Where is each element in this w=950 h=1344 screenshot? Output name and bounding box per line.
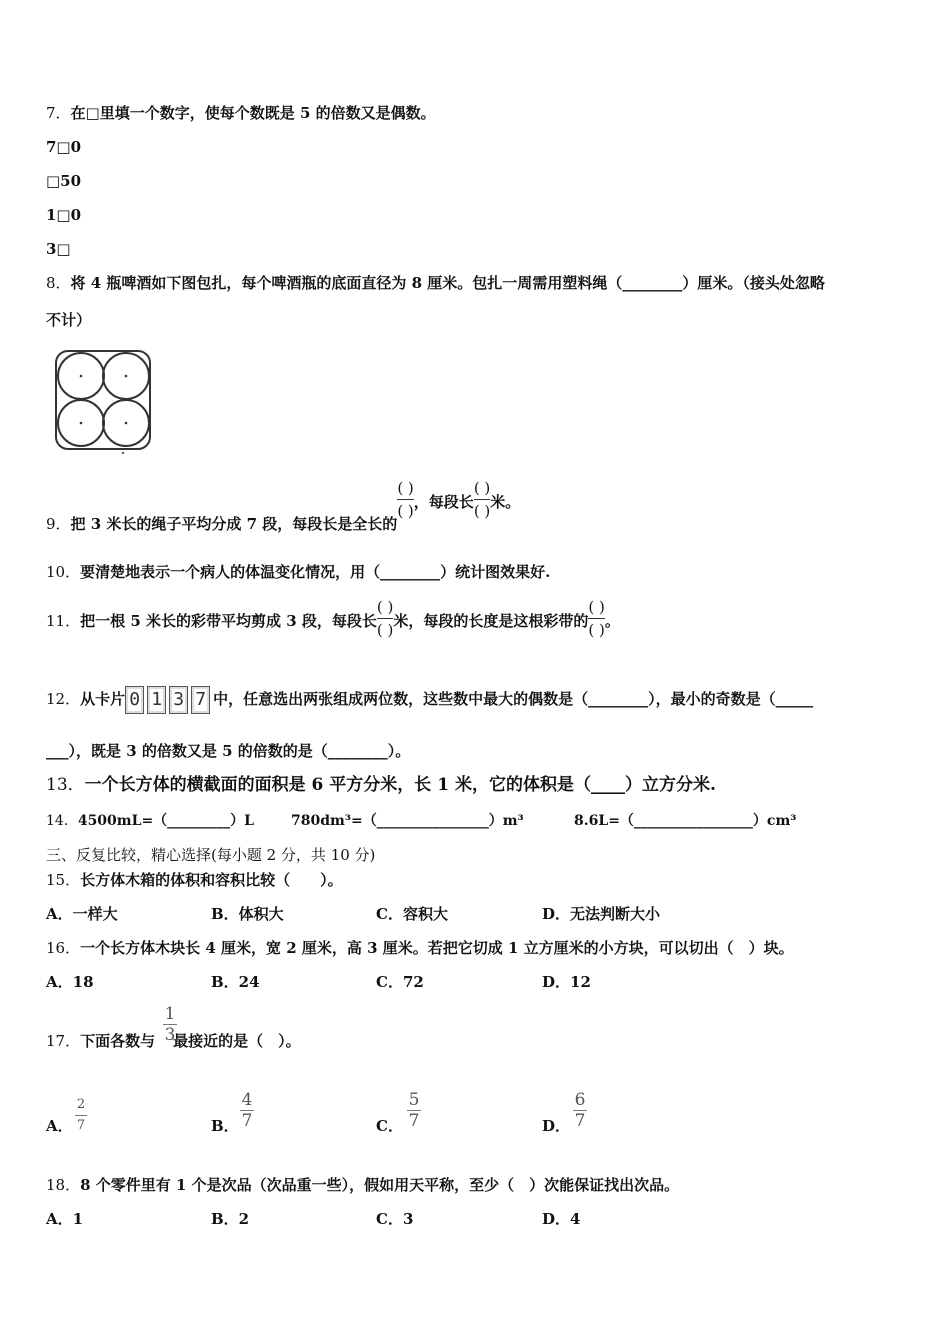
question-12 bbox=[46, 682, 813, 717]
question-number: 10． bbox=[46, 563, 81, 581]
option-d[interactable]: D．无法判断大小 bbox=[542, 905, 661, 923]
option-a[interactable]: A．一样大 bbox=[46, 905, 118, 923]
option-c[interactable]: C．容积大 bbox=[376, 905, 448, 923]
option-c[interactable]: C．72 bbox=[376, 973, 424, 991]
fraction-bar bbox=[377, 618, 393, 619]
conversion-3: 8.6L=（_________________）cm³ bbox=[574, 813, 797, 829]
question-text: 一个长方体木块长 4 厘米，宽 2 厘米，高 3 厘米。若把它切成 1 立方厘米的小方块，可以切出（ ）块。 bbox=[80, 939, 794, 957]
question-18 bbox=[46, 1175, 679, 1195]
fraction-numerator: 5 bbox=[408, 1090, 420, 1110]
fraction-numerator: 2 bbox=[76, 1097, 86, 1112]
question-number: 8． bbox=[46, 274, 71, 292]
digit-card: 1 bbox=[147, 686, 166, 714]
question-text-b: 最接近的是（ ）。 bbox=[173, 1032, 301, 1050]
question-number: 17． bbox=[46, 1032, 81, 1050]
fraction-denominator: ( ) bbox=[397, 502, 414, 520]
bottles-diagram bbox=[52, 347, 156, 457]
fraction-bar bbox=[75, 1115, 87, 1116]
digit-card: 3 bbox=[169, 686, 188, 714]
center-dot bbox=[125, 422, 128, 425]
fraction-denominator: 7 bbox=[574, 1111, 586, 1131]
option-a-fraction[interactable] bbox=[75, 1096, 87, 1135]
q7-item-1: 7□0 bbox=[46, 138, 82, 156]
question-number: 18． bbox=[46, 1176, 81, 1194]
fraction-numerator: 1 bbox=[164, 1004, 176, 1024]
center-dot bbox=[80, 422, 83, 425]
fraction-numerator: 4 bbox=[241, 1090, 253, 1110]
digit-card: 0 bbox=[125, 686, 144, 714]
question-12-line2: ___），既是 3 的倍数又是 5 的倍数的是（________）。 bbox=[46, 742, 411, 760]
q7-item-4: 3□ bbox=[46, 240, 71, 258]
fraction-numerator: ( ) bbox=[588, 598, 605, 616]
question-text-b: 米，每段的长度是这根彩带的 bbox=[393, 611, 589, 630]
option-b[interactable]: B．体积大 bbox=[211, 905, 284, 923]
question-14 bbox=[46, 811, 254, 831]
fraction-denominator: ( ) bbox=[473, 502, 491, 520]
option-b-label[interactable]: B． bbox=[211, 1117, 239, 1135]
fraction-numerator: 6 bbox=[574, 1090, 586, 1110]
center-dot bbox=[80, 375, 83, 378]
question-9 bbox=[46, 478, 521, 533]
question-11 bbox=[46, 597, 620, 640]
fraction-bar bbox=[474, 499, 490, 500]
question-text: 8 个零件里有 1 个是次品（次品重一些），假如用天平称，至少（ ）次能保证找出次品。 bbox=[80, 1176, 680, 1194]
blank-fraction-2[interactable] bbox=[588, 597, 604, 640]
question-text: 在□里填一个数字，使每个数既是 5 的倍数又是偶数。 bbox=[70, 104, 436, 122]
question-8-line2: 不计） bbox=[46, 311, 92, 329]
question-text-c: 米。 bbox=[490, 492, 521, 511]
option-a-label[interactable]: A． bbox=[46, 1117, 73, 1135]
question-number: 11． bbox=[46, 611, 81, 630]
option-a[interactable]: A．1 bbox=[46, 1210, 84, 1228]
fraction-denominator: 7 bbox=[241, 1111, 253, 1131]
blank-fraction-2[interactable] bbox=[474, 478, 490, 521]
question-text-a: 把 3 米长的绳子平均分成 7 段，每段长是全长的 bbox=[70, 514, 398, 533]
question-text-a: 下面各数与 bbox=[80, 1032, 156, 1050]
question-number: 16． bbox=[46, 939, 81, 957]
question-number: 9． bbox=[46, 514, 71, 533]
question-10 bbox=[46, 562, 550, 582]
option-a[interactable]: A．18 bbox=[46, 973, 94, 991]
fraction-denominator: 7 bbox=[76, 1118, 86, 1133]
question-text: 长方体木箱的体积和容积比较（ ）。 bbox=[80, 871, 343, 889]
digit-cards bbox=[125, 683, 213, 717]
question-text: 要清楚地表示一个病人的体温变化情况，用（________）统计图效果好. bbox=[80, 563, 551, 581]
blank-fraction-1[interactable] bbox=[397, 478, 413, 521]
stray-dot bbox=[122, 452, 124, 454]
option-d-fraction[interactable] bbox=[573, 1091, 587, 1130]
question-15 bbox=[46, 870, 343, 890]
fraction-bar bbox=[588, 618, 604, 619]
option-c-fraction[interactable] bbox=[407, 1091, 421, 1130]
option-b[interactable]: B．2 bbox=[211, 1210, 250, 1228]
conversion-2: 780dm³=（________________）m³ bbox=[291, 813, 524, 829]
question-number: 13． bbox=[46, 775, 85, 795]
question-text-a: 把一根 5 米长的彩带平均剪成 3 段，每段长 bbox=[80, 611, 377, 630]
question-number: 12． bbox=[46, 690, 81, 708]
fraction-bar bbox=[397, 499, 413, 500]
question-text-c: 。 bbox=[604, 611, 620, 630]
question-text-b: ，每段长 bbox=[413, 492, 474, 511]
fraction-denominator: 3 bbox=[164, 1025, 176, 1045]
question-number: 7． bbox=[46, 104, 71, 122]
option-d-label[interactable]: D． bbox=[542, 1117, 571, 1135]
reference-fraction bbox=[163, 1005, 177, 1044]
question-number: 15． bbox=[46, 871, 81, 889]
fraction-numerator: ( ) bbox=[397, 479, 414, 497]
question-text-b: 中，任意选出两张组成两位数，这些数中最大的偶数是（________），最小的奇数是（_____ bbox=[213, 690, 814, 708]
blank-fraction-1[interactable] bbox=[377, 597, 393, 640]
question-number: 14． bbox=[46, 813, 78, 829]
question-16 bbox=[46, 938, 794, 958]
option-b[interactable]: B．24 bbox=[211, 973, 260, 991]
fraction-denominator: ( ) bbox=[588, 621, 605, 639]
question-text-a: 从卡片 bbox=[80, 690, 126, 708]
option-d[interactable]: D．12 bbox=[542, 973, 591, 991]
option-b-fraction[interactable] bbox=[240, 1091, 254, 1130]
digit-card: 7 bbox=[191, 686, 210, 714]
conversion-1: 4500mL=（_________）L bbox=[77, 813, 255, 829]
question-7 bbox=[46, 103, 436, 123]
fraction-numerator: ( ) bbox=[376, 598, 394, 616]
fraction-numerator: ( ) bbox=[473, 479, 491, 497]
option-c[interactable]: C．3 bbox=[376, 1210, 414, 1228]
question-8 bbox=[46, 273, 825, 293]
option-d[interactable]: D．4 bbox=[542, 1210, 581, 1228]
q7-item-3: 1□0 bbox=[46, 206, 82, 224]
q7-item-2: □50 bbox=[46, 172, 82, 190]
center-dot bbox=[125, 375, 128, 378]
question-text: 一个长方体的横截面的面积是 6 平方分米，长 1 米，它的体积是（____）立方分米. bbox=[84, 775, 716, 795]
fraction-denominator: 7 bbox=[408, 1111, 420, 1131]
rope-outline bbox=[56, 351, 150, 449]
fraction-denominator: ( ) bbox=[376, 621, 394, 639]
question-13 bbox=[46, 775, 716, 795]
section-heading: 三、反复比较，精心选择(每小题 2 分，共 10 分) bbox=[46, 846, 376, 864]
option-c-label[interactable]: C． bbox=[376, 1117, 403, 1135]
question-text: 将 4 瓶啤酒如下图包扎，每个啤酒瓶的底面直径为 8 厘米。包扎一周需用塑料绳（________）厘米。（接头处忽略 bbox=[70, 274, 825, 292]
